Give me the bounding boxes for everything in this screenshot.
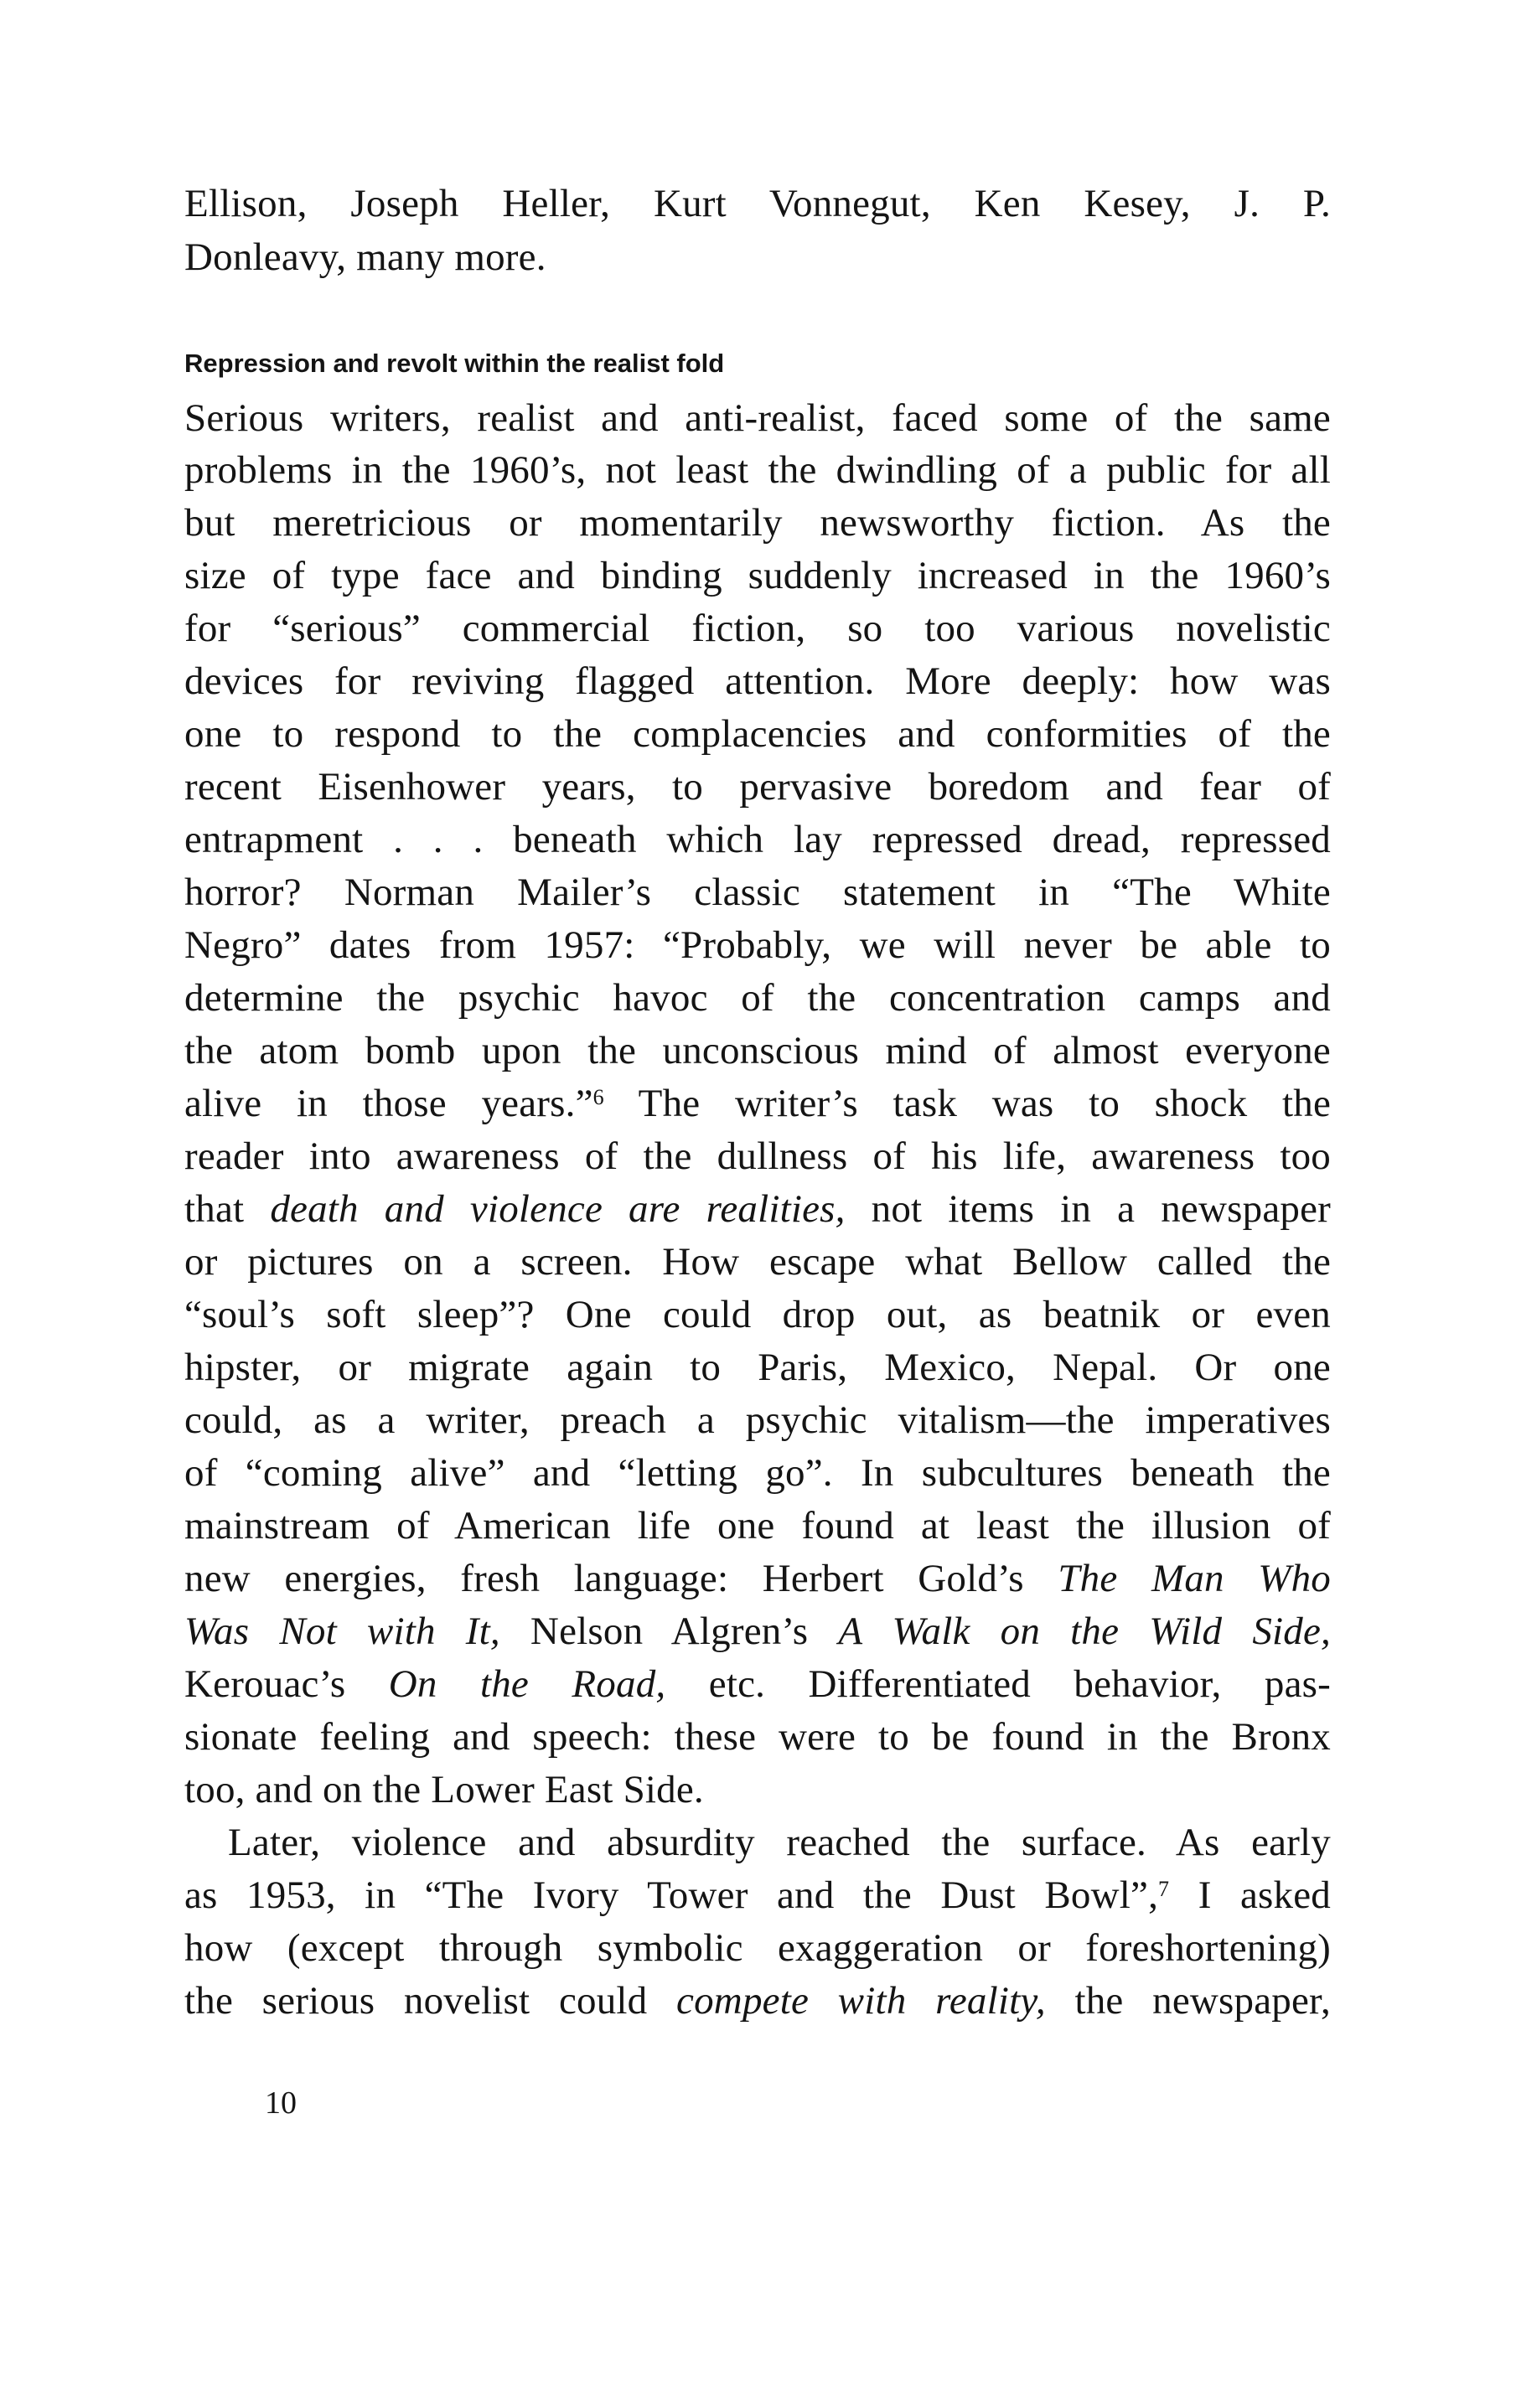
- text-run: etc. Differentiated behavior, pas-: [665, 1662, 1331, 1706]
- book-title: A Walk on the Wild Side,: [838, 1610, 1331, 1653]
- text-line: hipster, or migrate again to Paris, Mexico, Nepal. Or one: [184, 1346, 1331, 1389]
- text-line: how (except through symbolic exaggeration or foreshortening): [184, 1926, 1331, 1970]
- section-heading: Repression and revolt within the realist fold: [184, 349, 725, 378]
- text-line: but meretricious or momentarily newsworthy fiction. As the: [184, 501, 1331, 545]
- text-line: of “coming alive” and “letting go”. In subcultures beneath the: [184, 1451, 1331, 1495]
- text-line: or pictures on a screen. How escape what Bellow called the: [184, 1240, 1331, 1284]
- emphasis-text: death and violence are realities,: [270, 1187, 846, 1231]
- text-line: size of type face and binding suddenly increased in the 1960’s: [184, 554, 1331, 597]
- text-line: Ellison, Joseph Heller, Kurt Vonnegut, Ken Kesey, J. P.: [184, 182, 1331, 225]
- text-line: [184, 1658, 1331, 1710]
- text-run: the serious novelist could: [184, 1979, 677, 2023]
- text-line: [184, 1077, 1331, 1129]
- footnote-marker: 7: [1158, 1877, 1170, 1901]
- text-run: not items in a newspaper: [845, 1187, 1331, 1231]
- text-line: too, and on the Lower East Side.: [184, 1768, 704, 1811]
- book-title: The Man Who: [1058, 1557, 1331, 1600]
- text-line: devices for reviving flagged attention. More deeply: how was: [184, 659, 1331, 703]
- text-line: entrapment . . . beneath which lay repressed dread, repressed: [184, 818, 1331, 861]
- text-line: Negro” dates from 1957: “Probably, we will never be able to: [184, 923, 1331, 967]
- text-line: one to respond to the complacencies and conformities of the: [184, 712, 1331, 756]
- text-line: [184, 1553, 1331, 1604]
- text-run: as 1953, in “The Ivory Tower and the Dust Bowl”,: [184, 1873, 1159, 1917]
- page-number: 10: [265, 2085, 297, 2121]
- text-line: [184, 1869, 1331, 1921]
- text-line: Later, violence and absurdity reached the surface. As early: [228, 1821, 1331, 1864]
- text-line: recent Eisenhower years, to pervasive boredom and fear of: [184, 765, 1331, 809]
- text-line: could, as a writer, preach a psychic vitalism—the imperatives: [184, 1398, 1331, 1442]
- text-line: mainstream of American life one found at least the illusion of: [184, 1504, 1331, 1548]
- text-line: Donleavy, many more.: [184, 235, 546, 279]
- text-line: [184, 1605, 1331, 1657]
- text-run: Kerouac’s: [184, 1662, 389, 1706]
- text-line: sionate feeling and speech: these were to be found in the Bronx: [184, 1715, 1331, 1759]
- text-line: horror? Norman Mailer’s classic statement in “The White: [184, 871, 1331, 914]
- text-line: determine the psychic havoc of the concentration camps and: [184, 976, 1331, 1020]
- text-line: for “serious” commercial fiction, so too various novelistic: [184, 607, 1331, 650]
- book-title: On the Road,: [388, 1662, 666, 1706]
- book-title: Was Not with It,: [184, 1610, 500, 1653]
- footnote-marker: 6: [592, 1085, 604, 1109]
- text-run: that: [184, 1187, 271, 1231]
- text-line: the atom bomb upon the unconscious mind of almost everyone: [184, 1029, 1331, 1072]
- text-run: Nelson Algren’s: [499, 1610, 839, 1653]
- text-line: “soul’s soft sleep”? One could drop out, as beatnik or even: [184, 1293, 1331, 1336]
- text-line: [184, 1183, 1331, 1235]
- text-run: The writer’s task was to shock the: [603, 1082, 1332, 1125]
- text-line: reader into awareness of the dullness of his life, awareness too: [184, 1134, 1331, 1178]
- text-run: I asked: [1169, 1873, 1331, 1917]
- text-line: problems in the 1960’s, not least the dwindling of a public for all: [184, 448, 1331, 492]
- text-line: Serious writers, realist and anti-realist, faced some of the same: [184, 396, 1331, 440]
- emphasis-text: compete with reality,: [676, 1979, 1046, 2023]
- text-run: alive in those years.”: [184, 1082, 593, 1125]
- text-run: new energies, fresh language: Herbert Gold’s: [184, 1557, 1058, 1600]
- text-line: [184, 1975, 1331, 2027]
- text-run: the newspaper,: [1045, 1979, 1331, 2023]
